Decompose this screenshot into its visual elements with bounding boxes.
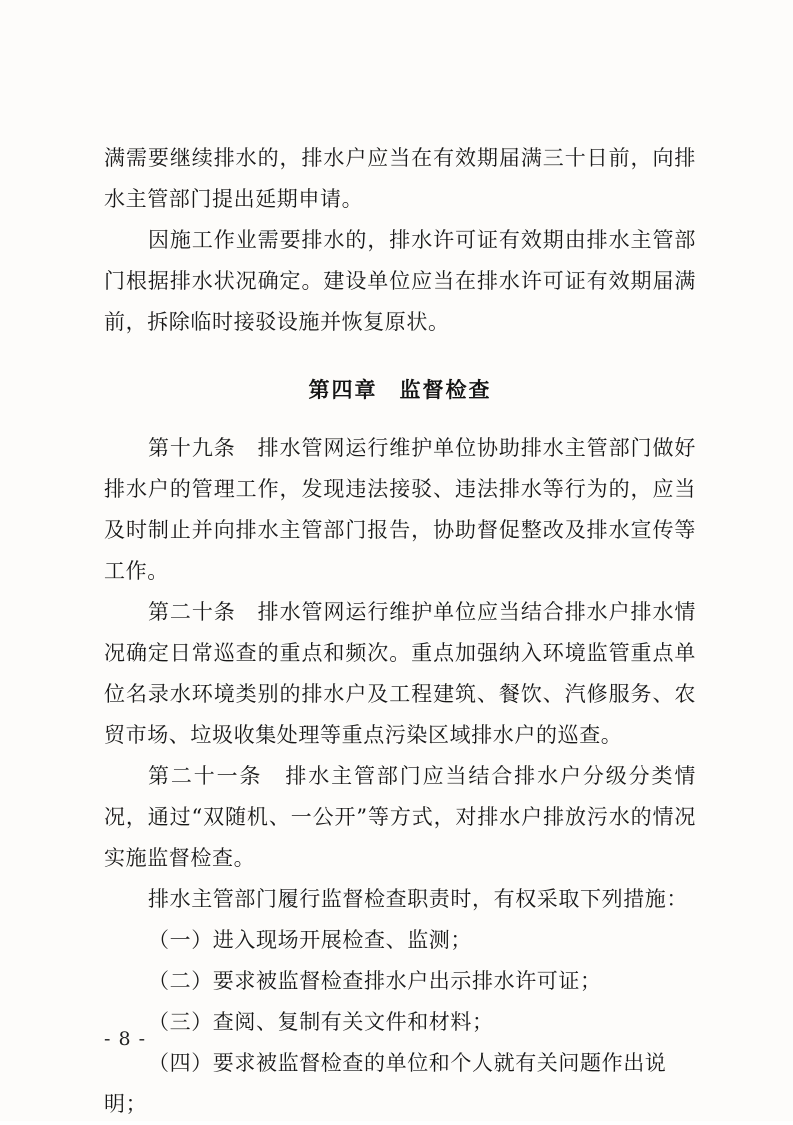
page-footer [104, 1028, 696, 1050]
article-19: 第十九条 排水管网运行维护单位协助排水主管部门做好排水户的管理工作，发现违法接驳、违法排水等行为的，应当及时制止并向排水主管部门报告，协助督促整改及排水宣传等工作。 [104, 436, 696, 583]
list-item: （三）查阅、复制有关文件和材料； [148, 1010, 494, 1034]
paragraph-continuation: 满需要继续排水的，排水户应当在有效期届满三十日前，向排水主管部门提出延期申请。 [104, 146, 696, 211]
chapter-title: 监督检查 [399, 377, 492, 402]
chapter-heading [104, 369, 696, 410]
chapter-number: 第四章 [308, 377, 378, 402]
list-item: （一）进入现场开展检查、监测； [148, 928, 472, 952]
article-20: 第二十条 排水管网运行维护单位应当结合排水户排水情况确定日常巡查的重点和频次。重点加强纳入环境监管重点单位名录水环境类别的排水户及工程建筑、餐饮、汽修服务、农贸市场、垃圾收集处理等重点污染区域排水户的巡查。 [104, 600, 696, 747]
article-21: 第二十一条 排水主管部门应当结合排水户分级分类情况，通过“双随机、一公开”等方式，对排水户排放污水的情况实施监督检查。 [104, 764, 696, 870]
paragraph-construction-drainage: 因施工作业需要排水的，排水许可证有效期由排水主管部门根据排水状况确定。建设单位应当在排水许可证有效期届满前，拆除临时接驳设施并恢复原状。 [104, 228, 696, 334]
list-item: （二）要求被监督检查排水户出示排水许可证； [148, 969, 602, 993]
paragraph-supervision-measures: 排水主管部门履行监督检查职责时，有权采取下列措施： [148, 887, 688, 911]
document-body [104, 138, 696, 1125]
page-number: - 8 - [104, 1028, 147, 1050]
list-item: （四）要求被监督检查的单位和个人就有关问题作出说明； [104, 1051, 667, 1116]
